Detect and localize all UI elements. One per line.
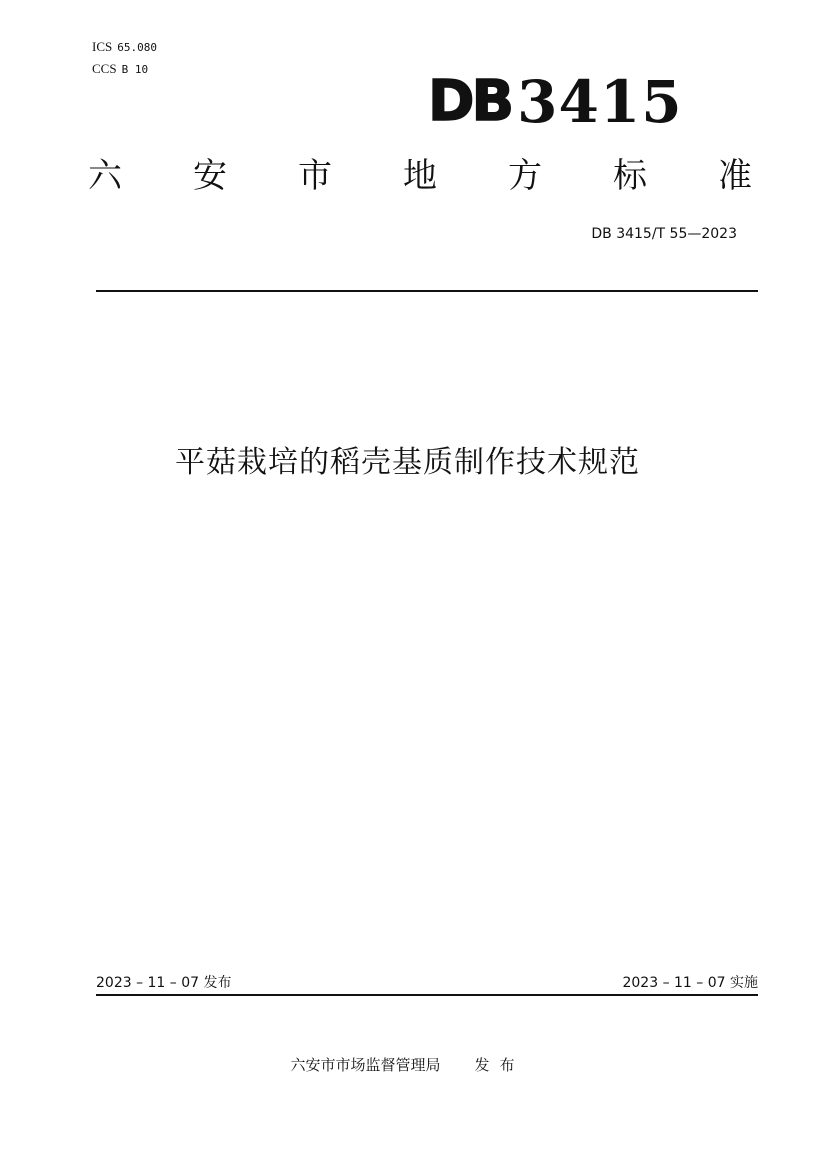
publisher (0, 1055, 815, 1075)
standard-type-char: 标 (613, 156, 647, 196)
implementation-date-label: 实施 (730, 975, 758, 991)
ccs-value: B 10 (121, 63, 149, 76)
standard-type-char: 安 (193, 156, 227, 196)
ics-code (92, 40, 157, 55)
publisher-action: 发布 (474, 1056, 525, 1074)
standard-type-char: 准 (718, 156, 752, 196)
standard-type-char: 方 (508, 156, 542, 196)
standard-type-char: 六 (88, 156, 122, 196)
ics-value: 65.080 (117, 41, 157, 54)
standard-type-char: 地 (403, 156, 437, 196)
bottom-divider (96, 994, 758, 996)
standard-type (88, 156, 752, 196)
document-title: 平菇栽培的稻壳基质制作技术规范 (175, 445, 640, 480)
issue-date (96, 974, 232, 992)
publisher-name: 六安市市场监督管理局 (290, 1056, 441, 1074)
ccs-code (92, 62, 148, 77)
standard-number: DB 3415/T 55—2023 (591, 226, 737, 242)
ics-label: ICS (92, 39, 113, 54)
implementation-date-value: 2023 – 11 – 07 (622, 975, 726, 991)
implementation-date (622, 974, 758, 992)
top-divider (96, 290, 758, 292)
issue-date-label: 发布 (203, 975, 232, 991)
db-logo (428, 70, 683, 134)
ccs-label: CCS (92, 61, 117, 76)
issue-date-value: 2023 – 11 – 07 (96, 975, 200, 991)
standard-type-char: 市 (298, 156, 332, 196)
db-logo-prefix: DB (428, 69, 512, 134)
db-logo-code: 3415 (517, 68, 683, 136)
